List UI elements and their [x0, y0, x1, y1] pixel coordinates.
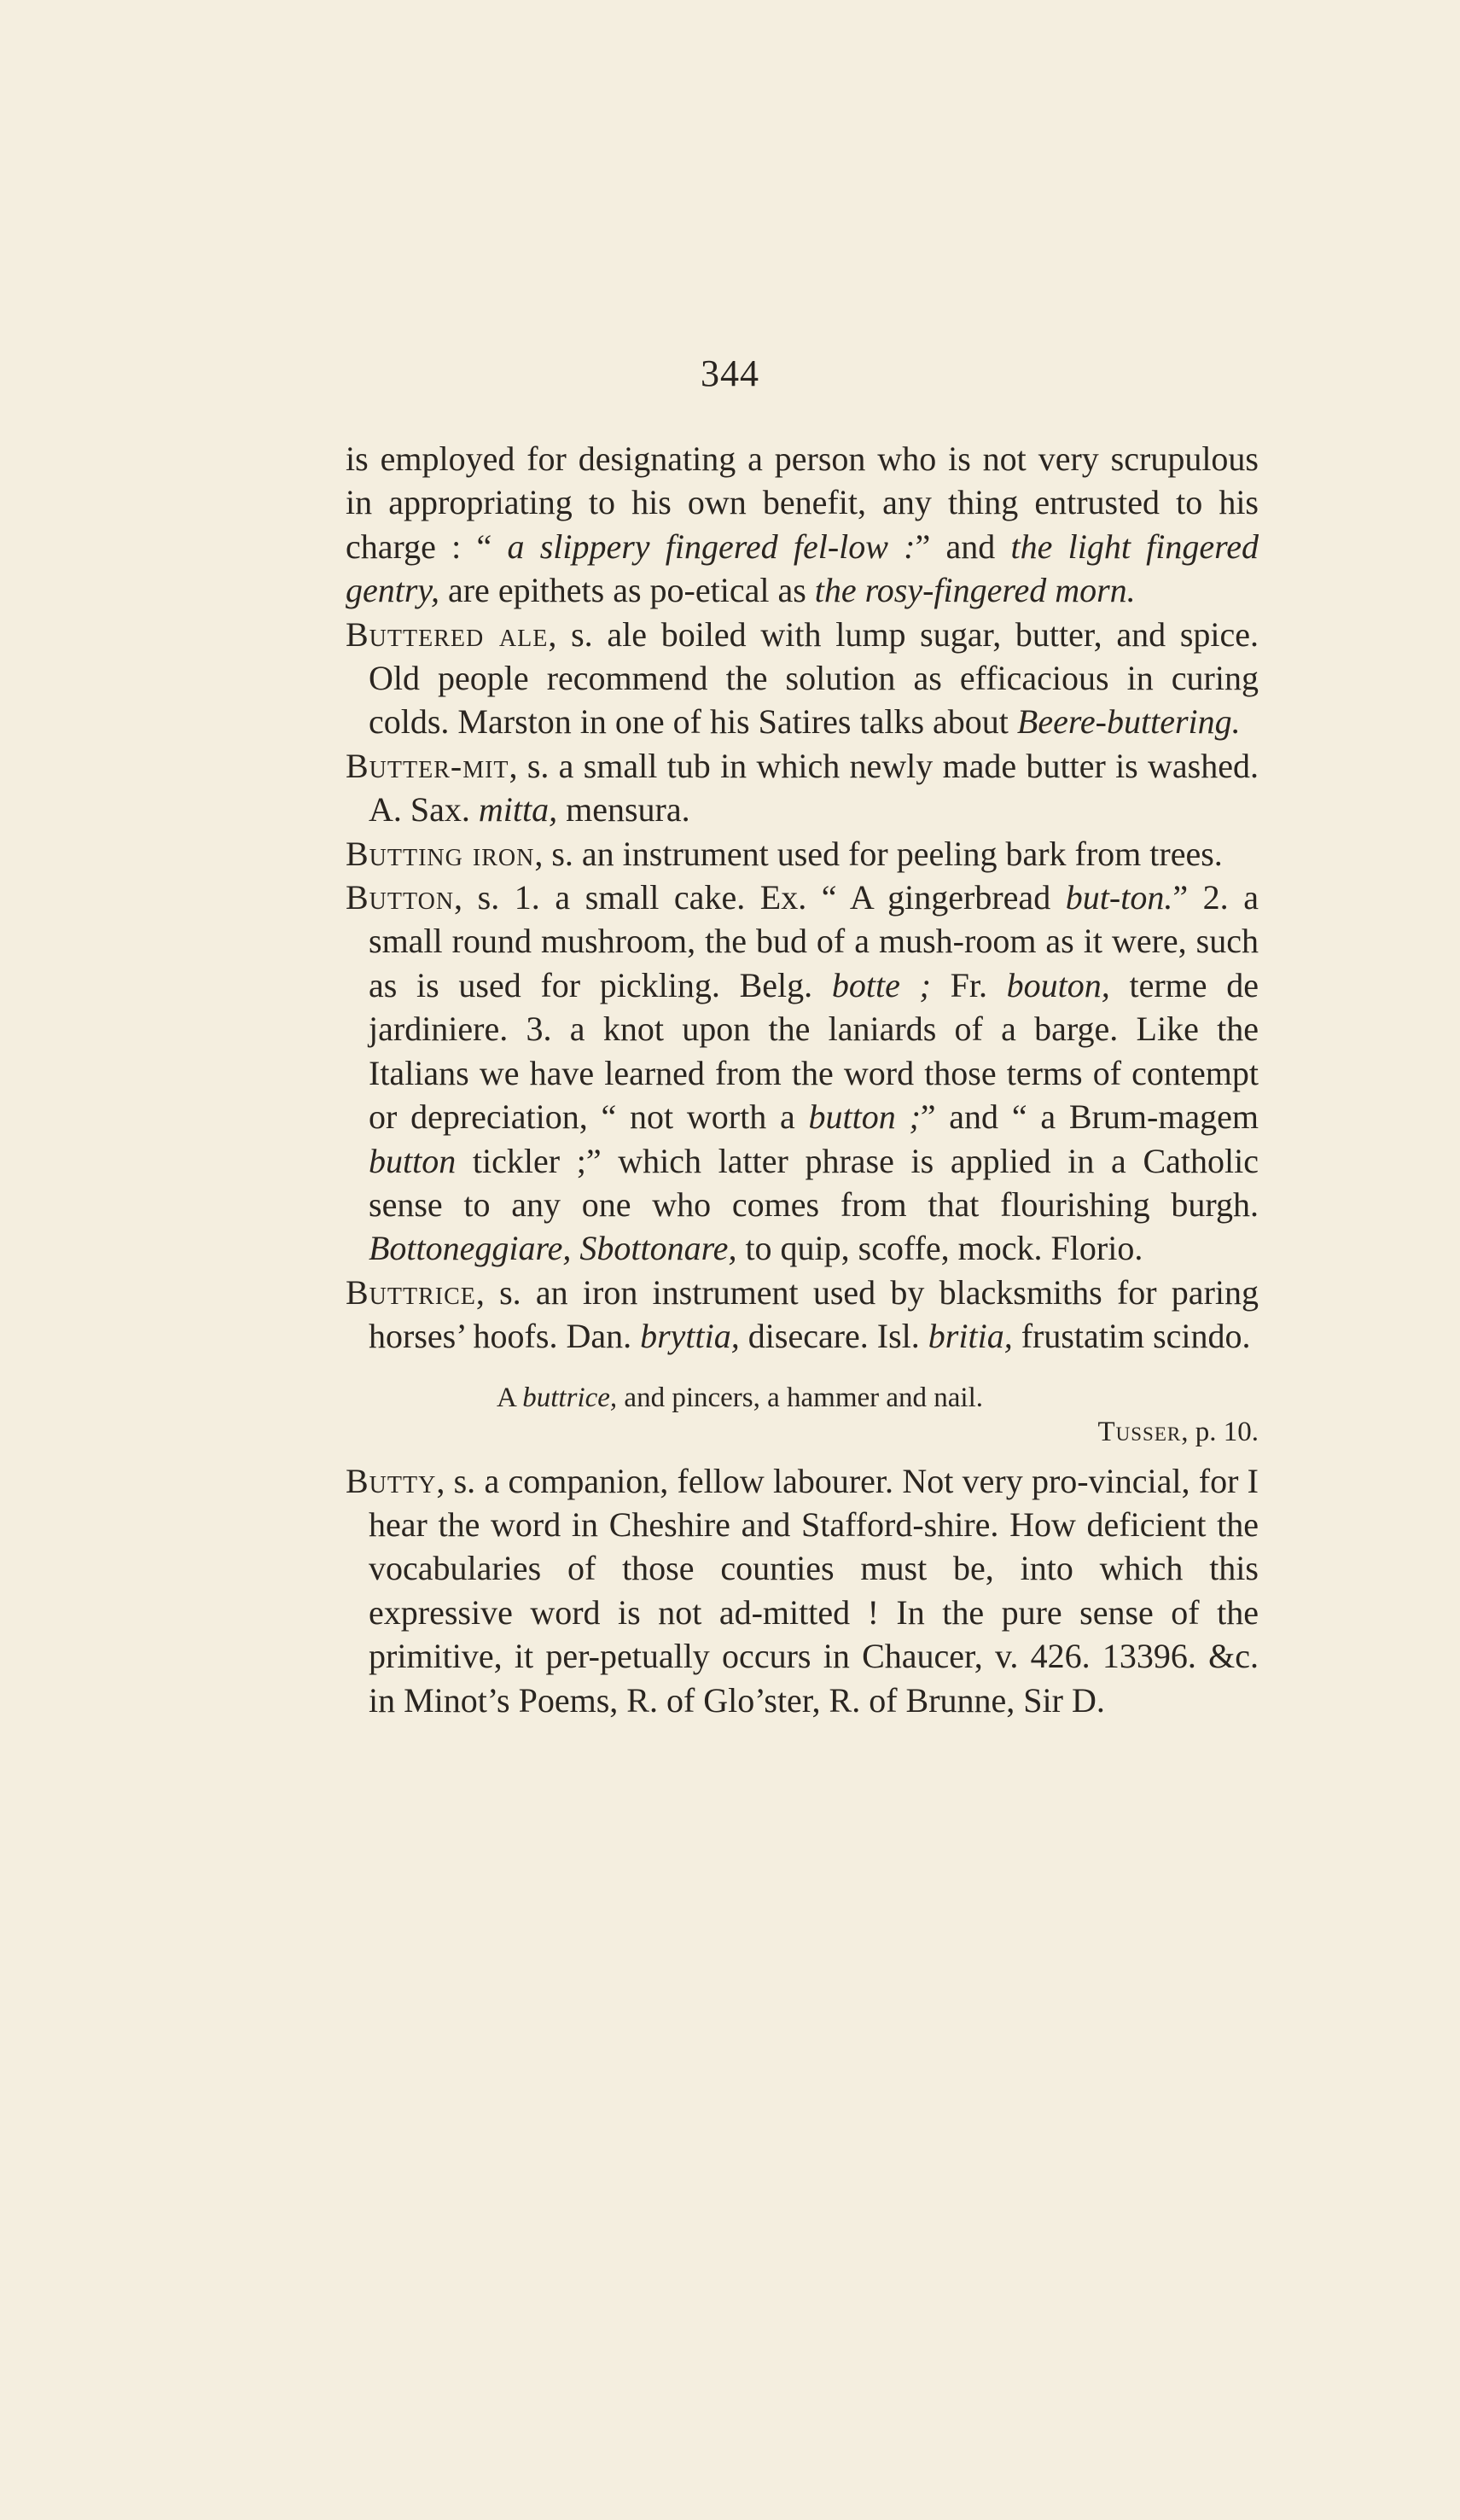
entry-butter-mit — [346, 744, 1259, 832]
text-run — [571, 1229, 579, 1267]
headword: Butting iron — [346, 834, 535, 873]
continuation-paragraph — [346, 437, 1259, 613]
text-run: frustatim scindo. — [1012, 1317, 1251, 1356]
text-run: ” and “ a Brum-magem — [920, 1097, 1259, 1137]
source-ref: , p. 10. — [1181, 1416, 1259, 1447]
source-author: Tusser — [1097, 1416, 1182, 1447]
text-run: , s. a companion, fellow labourer. Not very pro-vincial, for I hear the word in Cheshire and Stafford-shire. How deficient the vocabularies of those counties must be, into which this expressive word is not ad-mitted ! In the pure sense of the primitive, it per-petually occurs in Chaucer, v. 426. 13396. &c. in Minot’s Poems, R. of Glo’ster, R. of Brunne, Sir D. — [369, 1461, 1259, 1720]
italic-run: button ; — [808, 1097, 921, 1137]
text-run: disecare. Isl. — [739, 1317, 928, 1356]
italic-run: buttrice, — [522, 1382, 618, 1413]
text-run: , s. 1. a small cake. Ex. “ A gingerbread — [454, 878, 1066, 917]
italic-run: the light fingered gentry, — [346, 527, 1259, 610]
entry-butting-iron — [346, 832, 1259, 876]
headword: Butter-mit — [346, 746, 509, 785]
entry-buttered-ale — [346, 613, 1259, 744]
entry-buttrice — [346, 1271, 1259, 1359]
text-run: mensura. — [557, 790, 690, 829]
text-run: is employed for designating a person who is not very scrupulous in appropriating to his own benefit, any thing entrusted to his charge : “ — [346, 439, 1259, 566]
italic-run: a slippery fingered fel-low : — [507, 527, 916, 566]
text-block — [346, 437, 1259, 1722]
italic-run: Bottoneggiare, — [369, 1229, 572, 1268]
italic-run: Beere-buttering. — [1016, 702, 1241, 742]
headword: Button — [346, 878, 455, 917]
italic-run: mitta, — [478, 790, 558, 829]
text-run: are epithets as po-etical as — [439, 571, 815, 610]
page-number: 344 — [701, 352, 759, 394]
headword: Buttered ale — [346, 614, 549, 654]
entry-butty — [346, 1459, 1259, 1722]
headword: Buttrice — [346, 1272, 476, 1312]
italic-run: botte ; — [831, 965, 931, 1004]
headword: Butty — [346, 1461, 437, 1500]
text-run: A — [497, 1382, 523, 1413]
italic-run: britia, — [928, 1317, 1013, 1356]
text-run: terme de jardiniere. 3. a knot upon the laniards of a barge. Like the Italians we have learned from the word those terms of contempt or depreciation, “ not worth a — [369, 965, 1259, 1137]
text-run: to quip, scoffe, mock. Florio. — [736, 1229, 1143, 1268]
italic-run: button — [369, 1141, 457, 1180]
quotation-line — [369, 1381, 1259, 1415]
text-run: , s. ale boiled with lump sugar, butter, and spice. Old people recommend the solution as efficacious in curing colds. Marston in one of his Satires talks about — [369, 614, 1259, 742]
italic-run: but-ton. — [1065, 878, 1173, 917]
quotation-block — [346, 1381, 1259, 1449]
text-run: Fr. — [930, 965, 1007, 1004]
italic-run: Sbottonare, — [579, 1229, 737, 1268]
italic-run: bryttia, — [640, 1317, 740, 1356]
text-run: , s. an instrument used for peeling bark from trees. — [534, 834, 1223, 873]
quotation-source — [369, 1415, 1259, 1449]
italic-run: the rosy-fingered morn. — [814, 571, 1136, 610]
text-run: , s. a small tub in which newly made butter is washed. A. Sax. — [369, 746, 1259, 829]
entry-button — [346, 876, 1259, 1271]
text-run: tickler ;” which latter phrase is applied in a Catholic sense to any one who comes from that flourishing burgh. — [369, 1141, 1259, 1224]
italic-run: bouton, — [1006, 965, 1110, 1004]
text-run: ” and — [915, 527, 1011, 566]
text-run: ” 2. a small round mushroom, the bud of a mush-room as it were, such as is used for pickling. Belg. — [369, 878, 1259, 1004]
text-run: , s. an iron instrument used by blacksmiths for paring horses’ hoofs. Dan. — [369, 1272, 1259, 1356]
text-run: and pincers, a hammer and nail. — [617, 1382, 984, 1413]
